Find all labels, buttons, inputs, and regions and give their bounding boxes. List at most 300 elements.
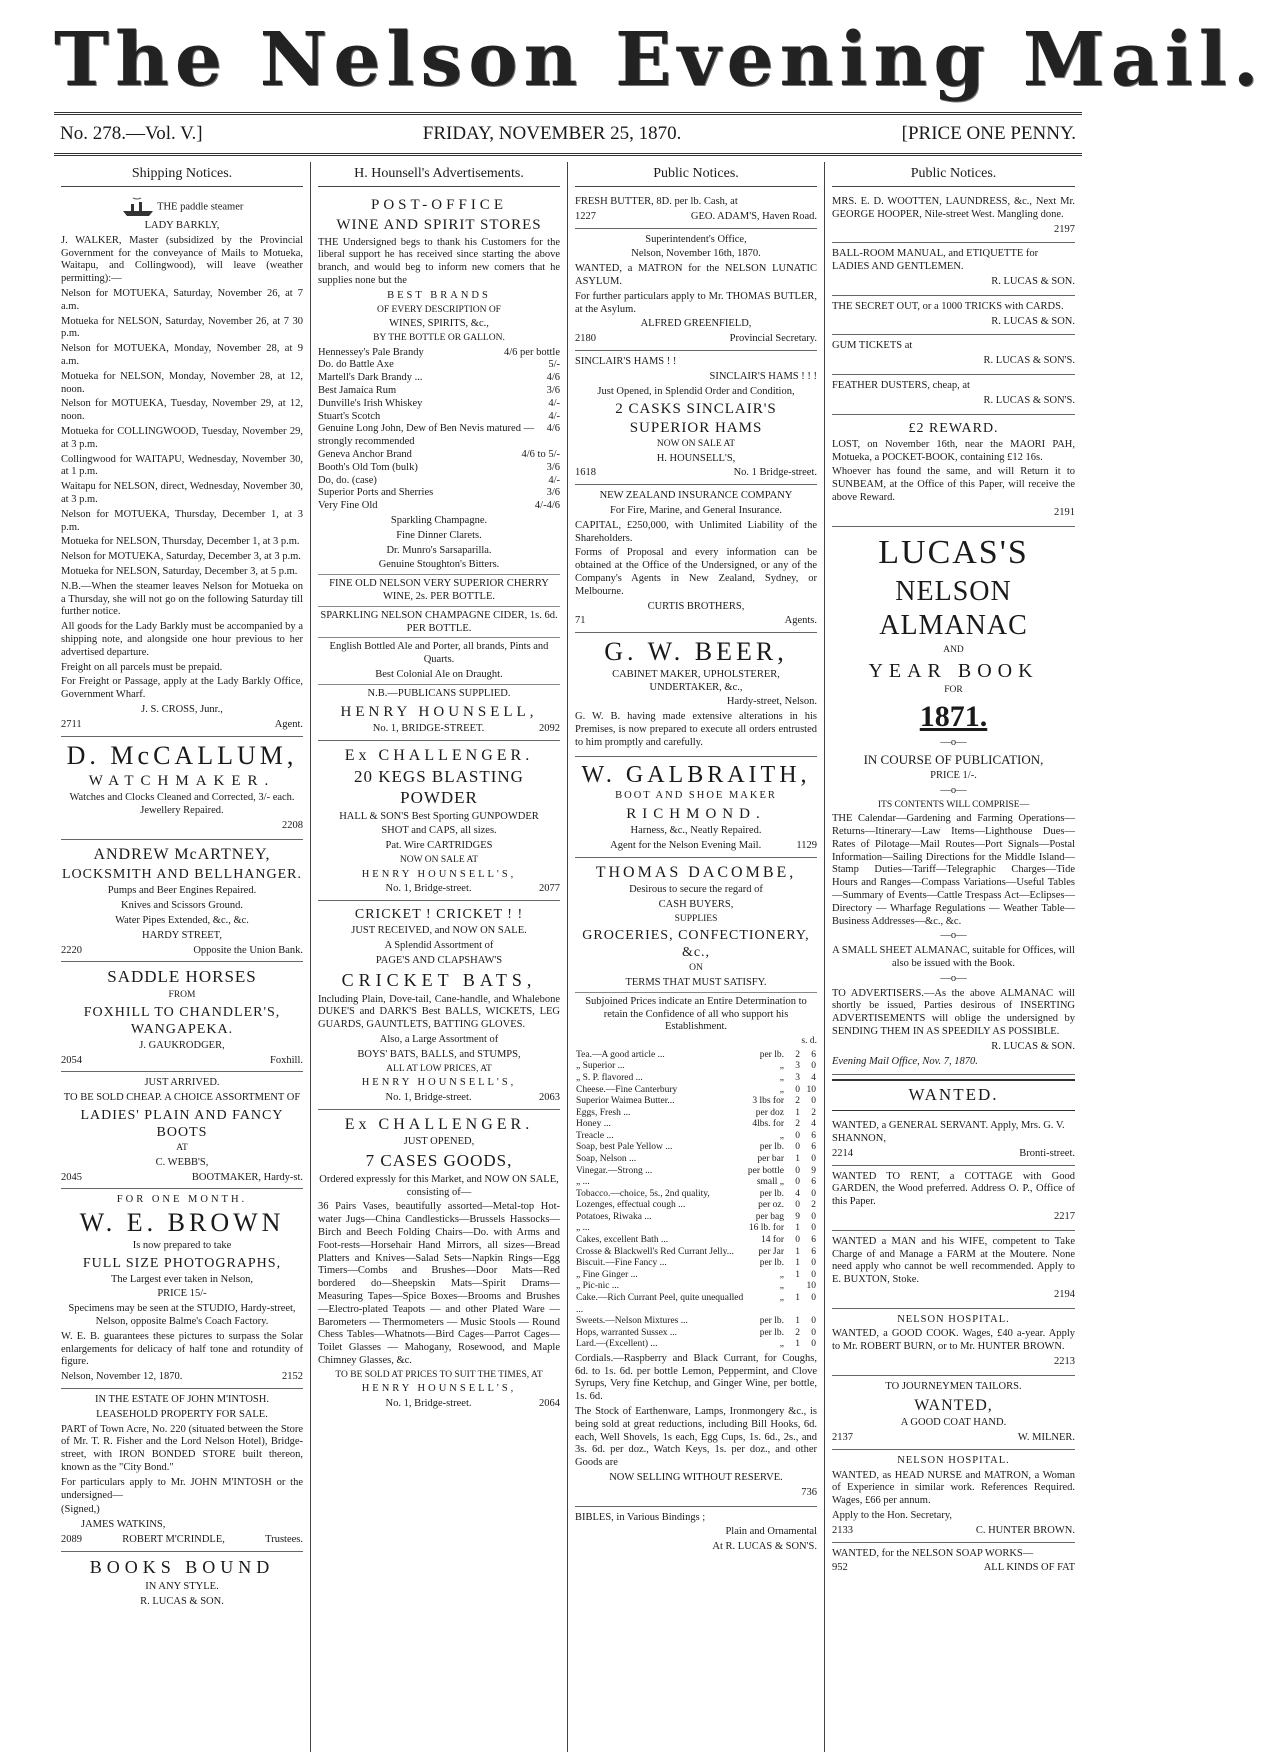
ad-text: A GOOD COAT HAND. [900,1417,1007,1429]
ad-line: IN COURSE OF PUBLICATION, [863,752,1044,768]
trade: LOCKSMITH AND BELLHANGER. [61,867,303,883]
ad-text: PART of Town Acre, No. 220 (situated between the Store of Mr. T. R. Fisher and the Lord Nelson Hotel), Bridge-street, with IRON BONDED STORE built thereon, known as the "City Bond." [61,1423,303,1474]
trade: BOOTMAKER, Hardy-st. [191,1171,303,1183]
ad-intro: Subjoined Prices indicate an Entire Determination to retain the Confidence of all who support his Establishment. [575,992,817,1034]
item-name: Lozenges, effectual cough ... [576,1200,686,1211]
ad-ref: 2077 [539,883,560,895]
ad-line: Specimens may be seen at the STUDIO, Hardy-street, Nelson, opposite Balme's Coach Factory. [68,1303,296,1328]
cottage-ad [832,1166,1075,1231]
column-public-notices-1 [568,162,825,1752]
ad-nb: N.B.—PUBLICANS SUPPLIED. [318,684,560,701]
price-pence: 6 [811,1177,816,1188]
ad-line: Is now prepared to take [132,1239,232,1251]
ad-line: BY THE BOTTLE OR GALLON. [373,333,505,344]
ad-line: SHOT and CAPS, all sizes. [381,825,497,837]
issue-date: FRIDAY, NOVEMBER 25, 1870. [422,123,682,144]
ad-ref: 1618 [575,467,596,479]
ad-line: At R. LUCAS & SON'S. [712,1541,817,1553]
advertiser-name: R. LUCAS & SON. [991,315,1075,327]
ad-ref: 2214 [832,1147,853,1159]
price-shillings: 1 [795,1316,800,1327]
sailing: Nelson for MOTUEKA, Tuesday, November 29, at 12, noon. [61,398,303,423]
advertiser-name: GEO. ADAM'S, Haven Road. [690,210,817,222]
item-price: 4/6 per bottle [504,346,560,358]
price-row [575,1131,817,1143]
column-public-notices-2 [825,162,1082,1752]
item-name: Genuine Long John, Dew of Ben Nevis matured — strongly recommended [318,423,535,448]
trade: WATCHMAKER. [88,773,276,790]
ad-line: W. E. B. guarantees these pictures to surpass the Solar enlargements for delicacy of half tone and rotundity of figure. [61,1330,303,1368]
item-name: Tea.—A good article ... [576,1049,665,1060]
columns [54,162,1082,1752]
webb-ad [61,1072,303,1189]
ad-line: NOW SELLING WITHOUT RESERVE. [609,1472,783,1484]
sailing: Nelson for MOTUEKA, Saturday, December 3, at 3 p.m. [61,551,301,563]
ad-ref: 2194 [1054,1288,1075,1300]
advertiser-name: W. GALBRAITH, [581,761,811,788]
ad-line: A Splendid Assortment of [384,940,494,952]
item-unit: per lb. [759,1049,784,1060]
ad-text: 36 Pairs Vases, beautifully assorted—Metal-top Hot-water Jugs—China Candlesticks—Brussels Hassocks—Birch and Beech Folding Chairs—Do. with Arms and Foot-rests—Horsehair Hand Mirrors, all sizes—Bread Platters and Knives—Salad Sets—Napkin Rings—Egg Timers—Combs and Brushes—Door Mats—Red bordered do—Sheepskin Mats—Spirit Drams—Measuring Tapes—Spice Boxes—Brooms and Brushes—Electro-plated Teapots — and other Plated Ware — Barometers — Thermometers — Music Stools — Round Chess Tables—Whatnots—Bird Cages—Parrot Cages—Toilet Glasses — Mahogany, Rosewood, and Maple Chimney Glasses, &c. [318,1201,560,1366]
column-heading: Shipping Notices. [61,162,303,187]
item-unit: per lb. [759,1188,784,1199]
item-name: Cakes, excellent Bath ... [576,1235,669,1246]
advertiser-name: D. McCALLUM, [66,740,298,770]
item-unit: „ [779,1072,784,1083]
price-shillings: 0 [795,1130,800,1141]
ship-title: THE paddle steamer [157,201,244,213]
advertiser-name: C. HUNTER BROWN. [975,1524,1075,1536]
divider-mark: —o— [940,972,967,984]
item-unit: „ [779,1292,784,1303]
price-row [575,1142,817,1154]
trustee: JAMES WATKINS, [81,1519,166,1531]
ad-ref: 2089 [61,1534,82,1546]
sailing: Motueka for NELSON, Saturday, December 3, at 5 p.m. [61,566,298,577]
item-unit: per lb. [759,1327,784,1338]
sailing: Nelson for MOTUEKA, Thursday, December 1, at 3 p.m. [61,508,303,533]
ad-line: WINES, SPIRITS, &c., [389,318,489,330]
agent-title: Agent. [274,718,303,730]
price-shillings: 1 [795,1292,800,1303]
ad-text: GUM TICKETS at [832,340,913,352]
ad-text: Forms of Proposal and every information can be obtained at the Office of the Undersigned, or any of the Company's Agents in New Zealand, Sydney, or Melbourne. [575,547,817,597]
trade: CABINET MAKER, UPHOLSTERER, UNDERTAKER, &c., [612,668,780,693]
location: Bronti-street. [1019,1147,1075,1159]
advertiser-name: R. LUCAS & SON. [991,276,1075,288]
ad-ref: 736 [801,1486,817,1498]
price-pence: 2 [811,1107,816,1118]
price-pence: 0 [811,1269,816,1280]
item-price: 4/- [548,474,560,486]
item-name: Hops, warranted Sussex ... [576,1327,678,1338]
item-name: Cheese.—Fine Canterbury [576,1084,678,1095]
ad-head: SINCLAIR'S HAMS ! ! ! [709,370,817,382]
price-row [575,1281,817,1293]
price-row [575,1258,817,1270]
ad-head: Ex CHALLENGER. [344,1115,534,1133]
advertiser-name: HENRY HOUNSELL'S, [361,868,517,880]
price-row [575,1223,817,1235]
ad-title: WINE AND SPIRIT STORES [336,217,542,234]
ad-line: Pat. Wire CARTRIDGES [385,840,493,852]
ad-ref: 2063 [539,1091,560,1103]
ad-ref: 952 [832,1562,848,1574]
price-row [575,1073,817,1085]
feather-dusters-ad [832,375,1075,415]
mcartney-ad [61,840,303,963]
item-name: Sweets.—Nelson Mixtures ... [576,1316,688,1327]
brown-ad [61,1189,303,1389]
item-name: Biscuit.—Fine Fancy ... [576,1258,667,1269]
ad-head: TO JOURNEYMEN TAILORS. [885,1380,1022,1392]
address: No. 1, BRIDGE-STREET. [372,722,485,734]
ad-apply: Apply to the Hon. Secretary, [832,1509,953,1521]
sailing: Nelson for MOTUEKA, Saturday, November 26, at 7 a.m. [61,288,303,312]
price-pence: 4 [811,1119,816,1130]
price-shillings: 9 [795,1211,800,1222]
divider-mark: —o— [940,737,967,749]
for-label: FOR [944,685,963,696]
price-row [575,1247,817,1259]
ad-title: 7 CASES GOODS, [365,1151,513,1171]
price-row [575,1189,817,1201]
ad-text: WANTED a MAN and his WIFE, competent to Take Charge of and Manage a FARM at the Moutere. None need apply who cannot be well recommended. Apply to E. BUXTON, Stoke. [832,1235,1075,1286]
ad-head: JUST ARRIVED. [144,1077,220,1089]
item-name: Booth's Old Tom (bulk) [318,461,418,473]
advertiser-name: THOMAS DACOMBE, [595,863,797,881]
price-pence: 6 [811,1142,816,1153]
ad-text: THE Calendar—Gardening and Farming Operations—Returns—Itinerary—Law Items—Lighthouse Dues—Rates of Pilotage—Mail Routes—Port Signals—Postal Information—Sailing Directions for the Middle Island—Stamp Duties—Tariff—Telegraphic Charges—Tide Hours and Ranges—Compass Variations—Useful Tables—Summary of Events—Cattle Trespass Act—Eclipses—Directory — Wharfage Regulations — Weather Table—Business Addresses—&c., &c. [832,813,1075,927]
ad-line: TERMS THAT MUST SATISFY. [625,977,767,989]
ad-line: English Bottled Ale and Porter, all brands, Pints and Quarts. [318,637,560,667]
beer-ad [575,633,817,756]
tailors-ad [832,1376,1075,1450]
ad-head: IN THE ESTATE OF JOHN M'INTOSH. [95,1394,269,1406]
ship-goods: All goods for the Lady Barkly must be accompanied by a shipping note, and alongside one hour previous to her advertised departure. [61,621,303,658]
and-label: AND [943,645,964,656]
insurance-ad [575,485,817,633]
item-price: 4/6 [546,423,560,435]
ad-ref: 2180 [575,333,596,345]
column-heading: Public Notices. [832,162,1075,187]
ad-head: FOR ONE MONTH. [116,1194,248,1206]
divider-mark: —o— [940,784,967,796]
ad-title: CRICKET BATS, [341,969,537,990]
farm-couple-ad [832,1231,1075,1309]
advertiser-name: W. E. BROWN [79,1208,285,1238]
ad-ref: 2711 [61,718,82,730]
gum-tickets-ad [832,335,1075,375]
advertiser-name: HENRY HOUNSELL'S, [361,1383,517,1395]
ad-head: Ex CHALLENGER. [344,746,534,764]
item-unit: per lb. [759,1142,784,1153]
ad-text: WANTED TO RENT, a COTTAGE with Good GARDEN, the Wood preferred. Address O. P., Office of this Paper. [832,1170,1075,1208]
item-name: „ Superior ... [576,1061,625,1072]
dateline [54,112,1082,156]
ad-text: Cordials.—Raspberry and Black Currant, for Coughs, 6d. to 1s. 6d. per bottle Lemon, Peppermint, and Clove Syrups, Very fine Ketchup, and Ginger Wine, per bottle, 1s. 6d. [575,1352,817,1403]
mccallum-ad [61,737,303,840]
ad-line: JUST RECEIVED, and NOW ON SALE. [351,925,527,937]
price-row [575,1154,817,1166]
item-name: Vinegar.—Strong ... [576,1165,653,1176]
ad-line: Dr. Munro's Sarsaparilla. [386,544,492,556]
item-name: Do, do. (case) [318,474,377,486]
servant-ad [832,1115,1075,1165]
price-shillings: 0 [795,1200,800,1211]
price-pence: 0 [811,1339,816,1350]
price-row [575,1050,817,1062]
price-pence: 2 [811,1200,816,1211]
ad-line: Superintendent's Office, [645,233,747,245]
sailing: Collingwood for WAITAPU, Wednesday, November 30, at 1 p.m. [61,453,303,478]
item-name: „ Pic-nic ... [576,1281,620,1292]
ad-line: NOW ON SALE AT [399,855,479,865]
item-price: 4/6 to 5/- [521,448,560,460]
sd-header: s. d. [801,1036,817,1047]
galbraith-ad [575,757,817,858]
price-shillings: 2 [795,1049,800,1060]
item-price: 4/-4/6 [534,500,560,512]
ad-text: Harness, &c., Neatly Repaired. [630,825,762,837]
item-price: 5/- [548,359,560,371]
ad-text: WANTED, for the NELSON SOAP WORKS— [832,1547,1034,1559]
price-pence: 0 [811,1258,816,1269]
ad-line: PAGE'S AND CLAPSHAW'S [375,954,503,966]
challenger-goods-ad [318,1110,560,1411]
price-row [575,1085,817,1097]
ad-line: Best Colonial Ale on Draught. [375,668,503,680]
price-pence: 0 [811,1061,816,1072]
item-name: Honey ... [576,1119,611,1130]
soap-works-ad [832,1543,1075,1576]
ad-line: TO BE SOLD CHEAP. A CHOICE ASSORTMENT OF [63,1092,301,1104]
ad-text: TO ADVERTISERS.—As the above ALMANAC will shortly be issued, Parties desirous of INSERTING ADVERTISEMENTS will oblige the undersigned by SENDING THEM IN AS SPEEDILY AS POSSIBLE. [832,987,1075,1037]
trade: BOOT AND SHOE MAKER [615,789,777,801]
ad-sub: For Fire, Marine, and General Insurance. [609,505,783,516]
ad-line: Water Pipes Extended, &c., &c. [115,915,249,927]
item-unit: „ [779,1084,784,1095]
item-name: Martell's Dark Brandy ... [318,372,423,384]
ad-text: Including Plain, Dove-tail, Cane-handle, and Whalebone DUKE'S and DARK'S Best BALLS, WICKETS, LEG GUARDS, GAUNTLETS, BATTING GLOVES. [318,993,560,1031]
ad-line: FINE OLD NELSON VERY SUPERIOR CHERRY WINE, 2s. PER BOTTLE. [318,574,560,604]
item-unit: per bar [757,1154,784,1165]
ad-ref: 2213 [1054,1356,1075,1368]
advertiser-name: ANDREW McARTNEY, [93,845,271,863]
price-shillings: 1 [795,1269,800,1280]
ad-ref: 2045 [61,1171,82,1183]
ad-line: Desirous to secure the regard of [629,884,763,896]
sailing: Motueka for NELSON, Monday, November 28, at 12, noon. [61,370,303,395]
ship-name: LADY BARKLY, [144,220,220,232]
address: No. 1, Bridge-street. [385,883,472,895]
item-name: Potatoes, Riwaka ... [576,1211,652,1222]
ad-title: POST-OFFICE [371,197,507,214]
ship-intro: J. WALKER, Master (subsidized by the Provincial Government for the conveyance of Mails to Motueka, Waitapu, and Collingwood), will leave (weather permitting):— [61,234,303,285]
ad-text: Whoever has found the same, and will Return it to SUNBEAM, at the Office of this Paper, will receive the above Reward. [832,466,1075,503]
street: HARDY STREET, [142,929,222,941]
ad-ref: 2197 [1054,223,1075,235]
agent-line: Agent for the Nelson Evening Mail. [610,839,762,851]
advertiser-name: R. LUCAS & SON'S. [983,394,1075,406]
item-name: Superior Waimea Butter... [576,1096,675,1107]
price-shillings: 0 [795,1177,800,1188]
ad-title: LADIES' PLAIN AND FANCY BOOTS [80,1108,284,1141]
advertiser-name: R. LUCAS & SON'S. [983,355,1075,367]
issue-number: No. 278.—Vol. V.] [60,123,203,144]
ad-line: ALL AT LOW PRICES, AT [386,1063,492,1074]
title: Agents. [784,615,817,627]
ad-line: NOW ON SALE AT [656,439,736,450]
price-shillings: 2 [795,1327,800,1338]
ad-text: WANTED, as HEAD NURSE and MATRON, a Woman of Experience in similar work. References Required. Wages, £66 per annum. [832,1469,1075,1507]
item-name: Hennessey's Pale Brandy [318,346,424,358]
ad-title: BIBLES, in Various Bindings ; [575,1511,706,1523]
agent-name: J. S. CROSS, Junr., [141,703,223,715]
location: Opposite the Union Bank. [193,944,303,956]
ad-line: TO BE SOLD AT PRICES TO SUIT THE TIMES, AT [335,1369,543,1380]
price-shillings: 1 [795,1154,800,1165]
item-name: „ ... [576,1177,590,1188]
item-name: Crosse & Blackwell's Red Currant Jelly... [576,1246,734,1257]
ad-text: A SMALL SHEET ALMANAC, suitable for Offices, will also be issued with the Book. [832,945,1075,970]
steamer-icon [121,196,155,218]
ad-text: The Stock of Earthenware, Lamps, Ironmongery &c., is being sold at great reductions, including Bill Hooks, 6d. each, Well Shovels, 1s each, Egg Cups, 1s. 6d., 2s., and 3s. 6d. per doz., Watch Keys, 1s. per doz., and other Goods are [575,1406,817,1469]
ad-line: Pumps and Beer Engines Repaired. [107,885,257,897]
advertiser-name: HENRY HOUNSELL, [340,703,538,720]
ad-line: SUPPLIES [674,913,718,924]
trustees-label: Trustees. [265,1534,303,1546]
item-unit: per oz. [758,1200,784,1211]
mintosh-ad [61,1389,303,1552]
ad-ref: 2152 [282,1371,303,1383]
item-price: 3/6 [546,487,560,499]
ad-text: LOST, on November 16th, near the MAORI PAH, Motueka, a POCKET-BOOK, containing £12 16s. [832,438,1075,463]
item-unit: per lb. [759,1258,784,1269]
price-row [575,1212,817,1224]
price-pence: 0 [811,1327,816,1338]
ad-head: SINCLAIR'S HAMS ! ! [575,356,677,368]
item-name: Lard.—(Excellent) ... [576,1339,658,1350]
price-shillings: 4 [795,1188,800,1199]
almanac-year: 1871. [919,699,988,733]
ad-line: BEST BRANDS [387,289,491,301]
ad-text: THE SECRET OUT, or a 1000 TRICKS with CARDS. [832,300,1064,312]
item-unit: per bag [755,1211,784,1222]
price-pence: 6 [811,1235,816,1246]
price-row [575,1108,817,1120]
ad-ref: 2064 [539,1398,560,1410]
item-unit: 16 lb. for [748,1223,784,1234]
ad-date: Nelson, November 12, 1870. [61,1371,183,1383]
price-row [575,1339,817,1351]
issue-price: [PRICE ONE PENNY. [901,123,1076,144]
price-row [575,1293,817,1316]
advertiser-name: ALFRED GREENFIELD, [640,318,752,330]
masthead-title: The Nelson Evening Mail. [54,17,1265,103]
item-name: Soap, best Pale Yellow ... [576,1142,673,1153]
ad-ref: 1129 [796,839,817,851]
sailing: Motueka for NELSON, Thursday, December 1, at 3 p.m. [61,536,300,548]
wootten-ad [832,191,1075,243]
price-pence: 0 [811,1154,816,1165]
item-name: Soap, Nelson ... [576,1154,637,1165]
ad-text: THE Undersigned begs to thank his Customers for the liberal support he has received since starting the above branch, and would beg to inform new comers that he supplies none but the [318,236,560,287]
price-row [575,1061,817,1073]
ad-line: The Largest ever taken in Nelson, [110,1273,254,1285]
ad-ref: 2208 [282,820,303,832]
item-unit: 14 for [761,1235,784,1246]
item-unit: „ [779,1281,784,1292]
ad-title: WANTED, [914,1396,993,1414]
price-shillings: 3 [795,1072,800,1083]
advertiser-name: J. GAUKRODGER, [139,1039,225,1051]
price-shillings: 1 [795,1246,800,1257]
price-shillings: 2 [795,1096,800,1107]
item-unit: „ [779,1130,784,1141]
ad-line: Knives and Scissors Ground. [121,900,243,912]
ad-apply: For particulars apply to Mr. JOHN M'INTOSH or the undersigned— [61,1476,303,1501]
ad-line: BOYS' BATS, BALLS, and STUMPS, [357,1048,521,1060]
ship-freight: Freight on all parcels must be prepaid. [61,661,223,673]
column-heading: H. Hounsell's Advertisements. [318,162,560,187]
price-pence: 0 [811,1223,816,1234]
ad-line: Sparkling Champagne. [390,514,488,526]
advertiser-name: R. LUCAS & SON. [140,1595,224,1607]
challenger-powder-ad [318,741,560,902]
ad-text: WANTED, a GENERAL SERVANT. Apply, Mrs. G. V. SHANNON, [832,1120,1065,1144]
title: Provincial Secretary. [729,333,817,345]
advertiser-name: H. HOUNSELL'S, [656,452,736,464]
ad-ref: 2092 [539,722,560,734]
divider-mark: —o— [940,930,967,942]
item-name: Best Jamaica Rum [318,385,397,396]
ad-ref: 2133 [832,1524,853,1536]
ad-line: OF EVERY DESCRIPTION OF [377,304,501,315]
price-pence: 6 [811,1246,816,1257]
ad-sub: IN ANY STYLE. [145,1580,219,1592]
signed: (Signed,) [61,1504,100,1516]
price-row [575,1235,817,1247]
ad-head: NELSON HOSPITAL. [897,1454,1010,1466]
price-pence: 0 [811,1188,816,1199]
price-pence: 0 [811,1211,816,1222]
ad-head: CRICKET ! CRICKET ! ! [354,907,524,923]
item-name: Eggs, Fresh ... [576,1107,631,1118]
ad-text: WANTED, a GOOD COOK. Wages, £40 a-year. Apply to Mr. ROBERT BURN, or to Mr. HUNTER BROWN. [832,1328,1075,1353]
ad-line: Nelson, November 16th, 1870. [631,248,761,260]
ad-title: 20 KEGS BLASTING POWDER [354,767,524,807]
ad-ref: 1227 [575,210,596,222]
books-bound-ad [61,1552,303,1609]
address: No. 1, Bridge-street. [385,1091,472,1103]
price-row [575,1096,817,1108]
address: No. 1 Bridge-street. [733,467,817,479]
price-shillings: 1 [795,1107,800,1118]
price-shillings: 2 [795,1119,800,1130]
item-unit: per Jar [758,1246,784,1257]
price: PRICE 1/-. [930,770,977,782]
sailing: Motueka for COLLINGWOOD, Tuesday, November 29, at 3 p.m. [61,426,303,450]
item-unit: 4lbs. for [752,1119,784,1130]
ad-line: Ordered expressly for this Market, and NOW ON SALE, consisting of— [319,1173,559,1198]
item-unit: per lb. [759,1316,784,1327]
item-name: Dunville's Irish Whiskey [318,397,423,409]
ad-apply: For further particulars apply to Mr. THOMAS BUTLER, at the Asylum. [575,290,817,315]
ship-apply: For Freight or Passage, apply at the Lady Barkly Office, Government Wharf. [61,676,303,701]
item-unit: „ [779,1269,784,1280]
lady-barkly-ad [61,191,303,736]
